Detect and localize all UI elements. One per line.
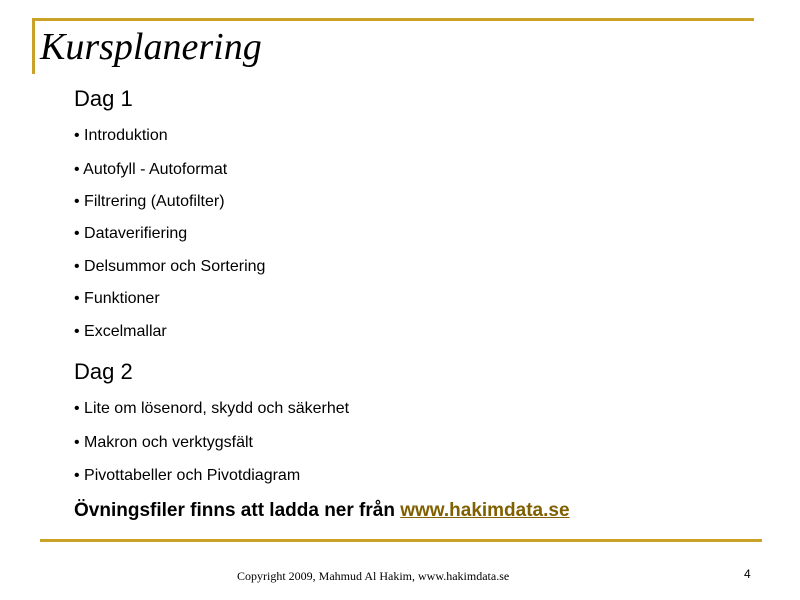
day2-item-2: • Pivottabeller och Pivotdiagram — [74, 467, 301, 484]
title-frame-top-rule — [32, 18, 754, 21]
exercise-files-text: Övningsfiler finns att ladda ner från — [74, 500, 401, 521]
day1-item-6: • Excelmallar — [74, 323, 167, 340]
exercise-files-line — [74, 499, 570, 523]
copyright-text: Copyright 2009, Mahmud Al Hakim, www.hakimdata.se — [237, 569, 510, 583]
day1-item-0: • Introduktion — [74, 127, 168, 144]
day1-item-4: • Delsummor och Sortering — [74, 258, 266, 275]
day1-heading: Dag 1 — [74, 86, 133, 111]
day1-item-5: • Funktioner — [74, 290, 160, 307]
slide-title: Kursplanering — [40, 26, 262, 68]
day1-item-3: • Dataverifiering — [74, 225, 188, 242]
title-frame-left-rule — [32, 18, 35, 74]
day1-item-2: • Filtrering (Autofilter) — [74, 193, 225, 210]
page-number: 4 — [744, 567, 751, 581]
day1-item-1: • Autofyll - Autoformat — [74, 161, 228, 178]
day2-item-1: • Makron och verktygsfält — [74, 434, 253, 451]
hakimdata-link[interactable]: www.hakimdata.se — [400, 500, 570, 521]
footer-rule — [40, 539, 762, 542]
day2-heading: Dag 2 — [74, 359, 133, 384]
day2-item-0: • Lite om lösenord, skydd och säkerhet — [74, 400, 350, 417]
